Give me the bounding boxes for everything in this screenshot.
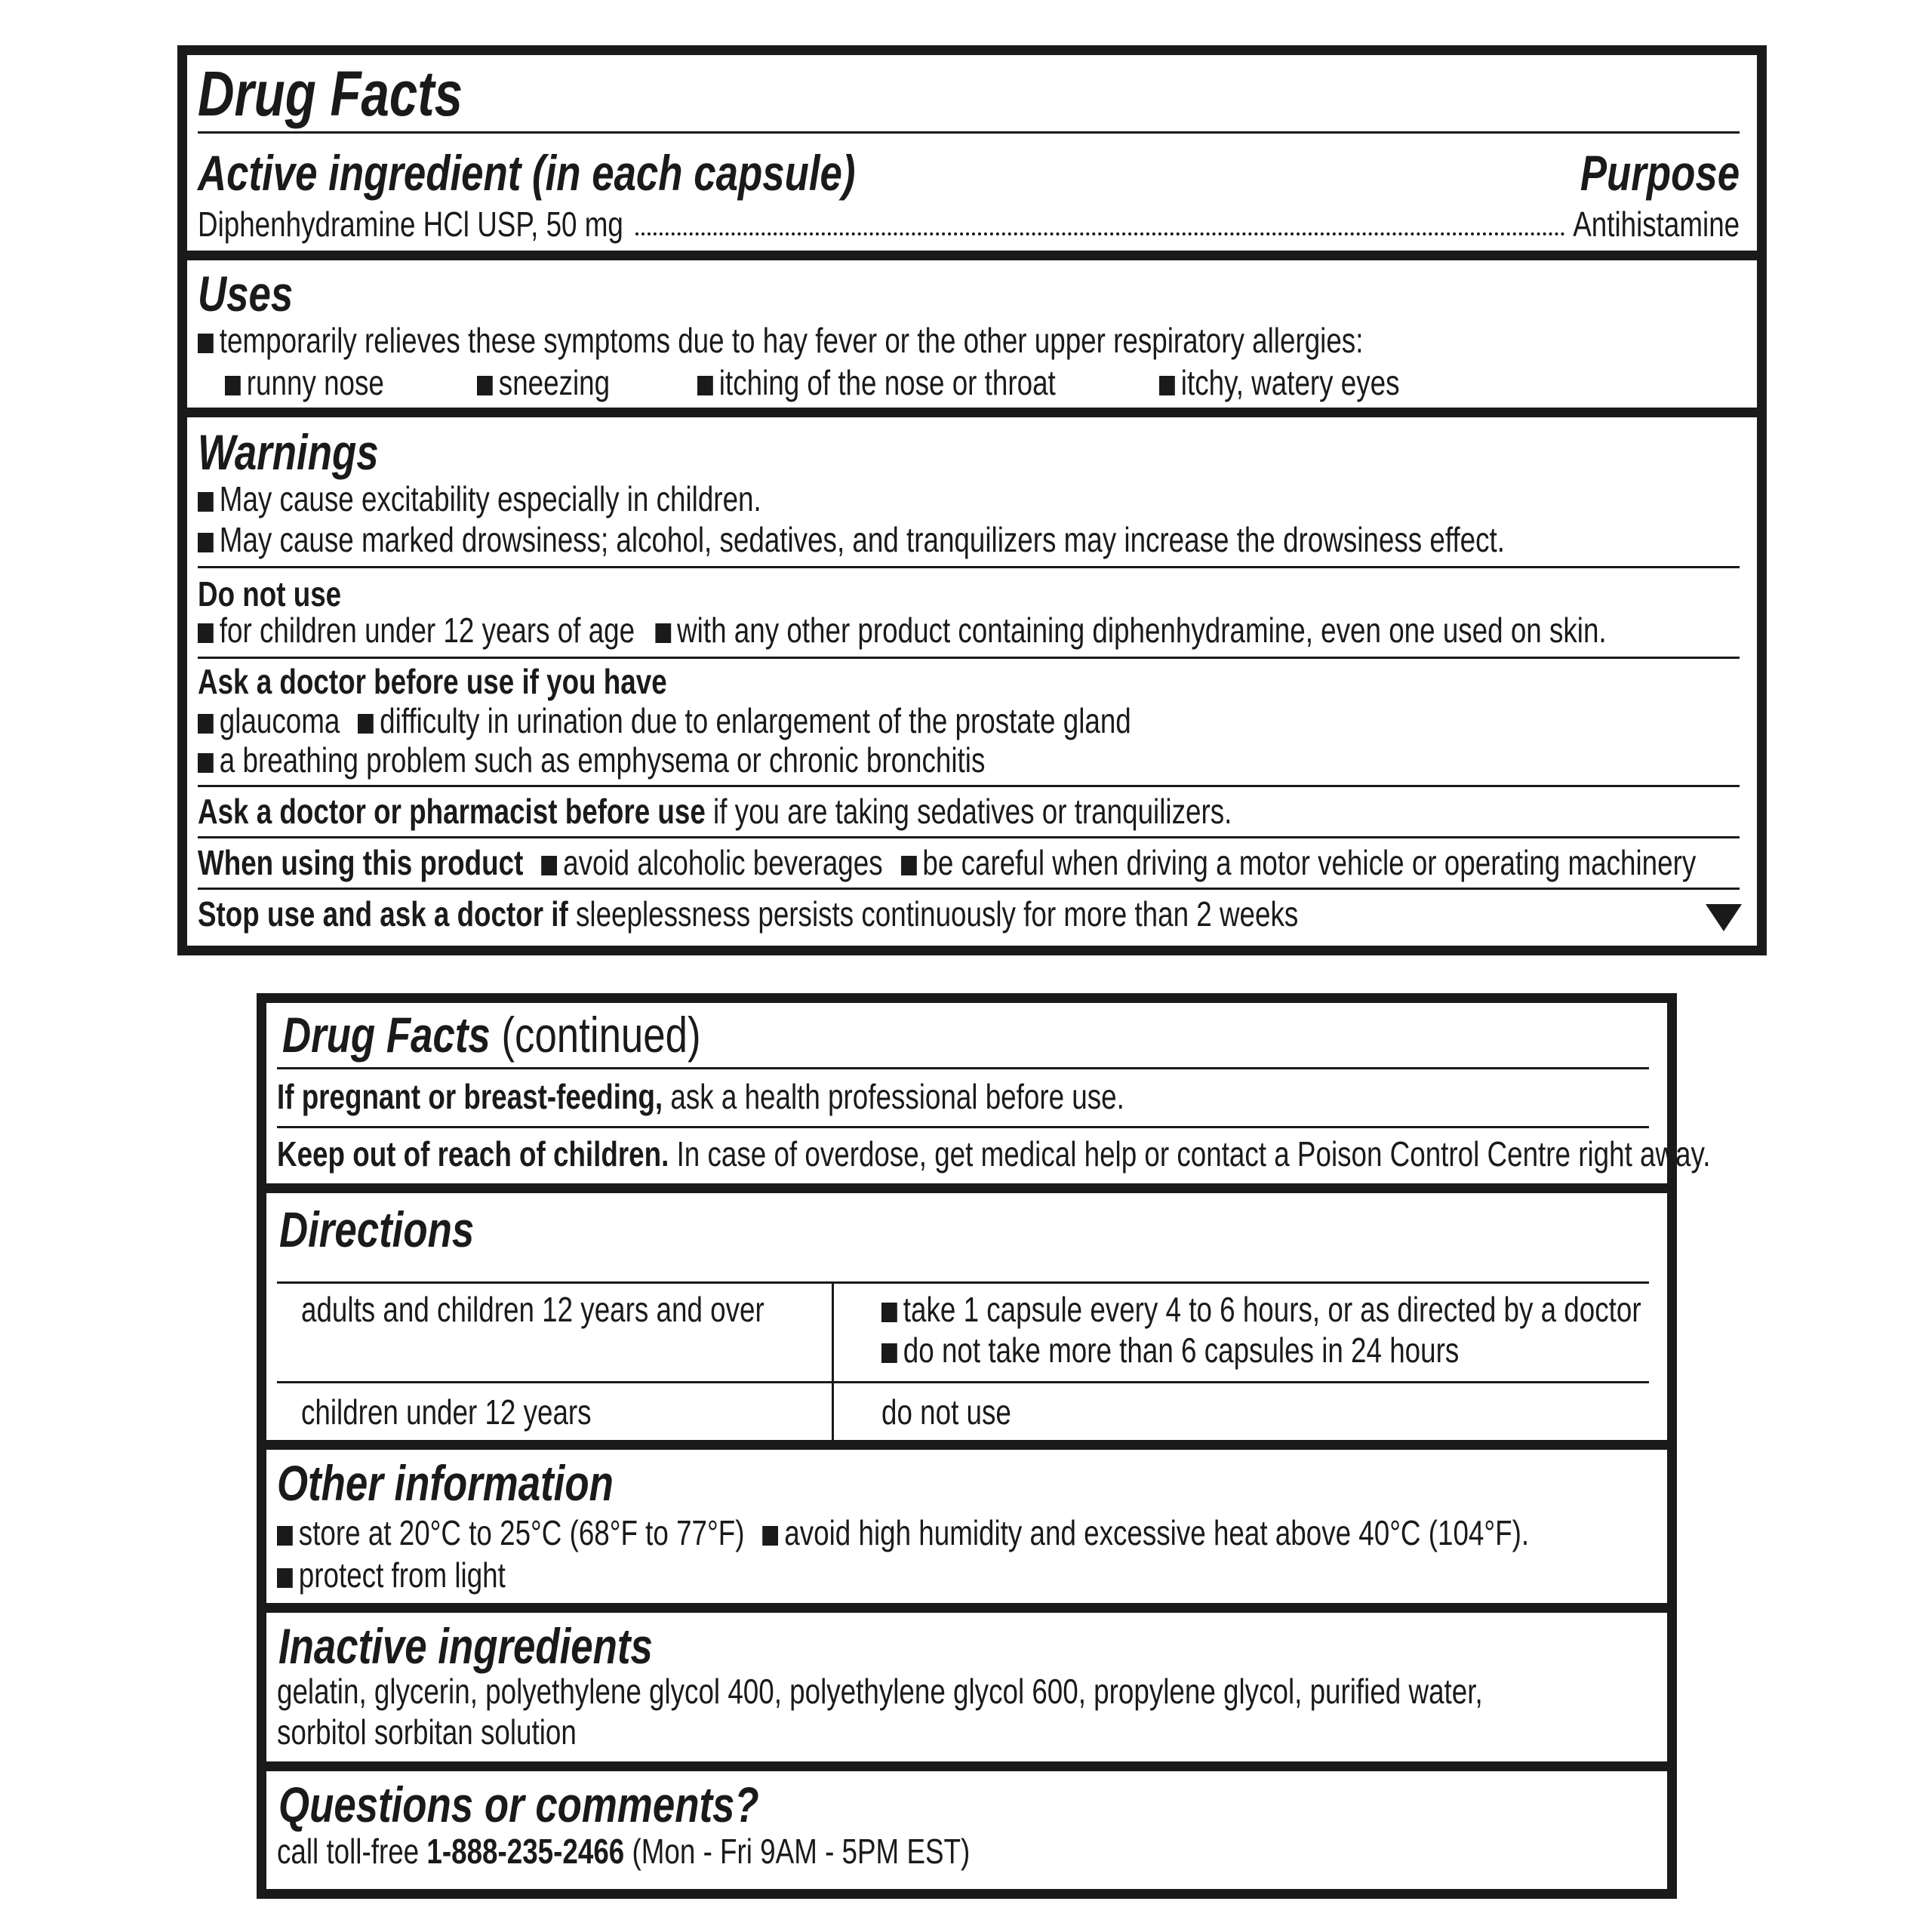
section-divider [177,408,1767,417]
ask-doctor-label: Ask a doctor before use if you have [198,662,667,701]
panel-title: Drug Facts [198,58,463,129]
directions-who: adults and children 12 years and over [301,1290,764,1329]
inactive-ingredients-list: sorbitol sorbitan solution [277,1712,577,1752]
stop-use: Stop use and ask a doctor if sleeplessness persists continuously for more than 2 weeks [198,894,1299,934]
bullet-icon [477,376,493,395]
symptom-item: runny nose [225,365,424,400]
bullet-icon [358,714,374,734]
section-divider [257,1603,1677,1613]
inactive-ingredients-list: gelatin, glycerin, polyethylene glycol 400, polyethylene glycol 600, propylene glycol, purified water, [277,1672,1483,1711]
other-information-item: protect from light [277,1558,563,1592]
bullet-icon [225,376,241,395]
continued-arrow-icon [1706,904,1742,931]
ask-pharmacist: Ask a doctor or pharmacist before use if you are taking sedatives or tranquilizers. [198,792,1232,831]
active-purpose: Antihistamine [1573,205,1740,244]
section-divider [257,1183,1677,1193]
uses-heading: Uses [198,266,294,321]
questions-heading: Questions or comments? [278,1777,759,1832]
bullet-icon [198,714,214,734]
do-not-use-items: for children under 12 years of age with any other product containing diphenhydramine, even one used on skin. [198,613,1932,648]
bullet-icon [198,623,214,643]
purpose-heading: Purpose [1580,145,1740,201]
inactive-ingredients-heading: Inactive ingredients [278,1618,653,1674]
active-ingredient-name: Diphenhydramine HCl USP, 50 mg [198,205,623,244]
active-ingredient-heading: Active ingredient (in each capsule) [198,145,856,201]
symptom-item: sneezing [477,365,643,400]
subsection-rule [198,785,1740,787]
other-information-heading: Other information [277,1455,614,1511]
bullet-icon [198,533,214,552]
questions-contact: call toll-free 1-888-235-2466 (Mon - Fri 9AM - 5PM EST) [277,1832,971,1871]
bullet-icon [655,623,671,643]
do-not-use-label: Do not use [198,574,342,614]
symptom-item: itchy, watery eyes [1159,365,1460,400]
bullet-icon [881,1303,897,1322]
bullet-icon [198,753,214,773]
directions-dose: do not take more than 6 capsules in 24 hours [881,1333,1604,1367]
bullet-icon [277,1568,293,1588]
symptom-item: itching of the nose or throat [697,365,1145,400]
ask-doctor-item: a breathing problem such as emphysema or chronic bronchitis [198,743,1182,777]
subsection-rule [198,657,1740,659]
subsection-rule [198,888,1740,890]
other-information-items: store at 20°C to 25°C (68°F to 77°F) avoid high humidity and excessive heat above 40°C (104°F). [277,1515,1842,1550]
when-using: When using this product avoid alcoholic beverages be careful when driving a motor vehicle or operating machinery [198,843,1697,882]
bullet-icon [541,856,557,875]
directions-heading: Directions [279,1201,475,1257]
bullet-icon [901,856,917,875]
continued-title: Drug Facts (continued) [282,1007,701,1063]
directions-table-row-rule [277,1381,1649,1383]
bullet-icon [1159,376,1175,395]
bullet-icon [697,376,713,395]
subsection-rule [277,1126,1649,1128]
bullet-icon [881,1343,897,1363]
warning-item: May cause marked drowsiness; alcohol, sedatives, and tranquilizers may increase the drowsiness effect. [198,522,1832,557]
bullet-icon [198,492,214,512]
title-rule [277,1067,1649,1069]
bullet-icon [198,334,214,353]
title-rule [198,131,1740,134]
subsection-rule [198,566,1740,568]
directions-dose: take 1 capsule every 4 to 6 hours, or as directed by a doctor [881,1292,1831,1327]
section-divider [257,1761,1677,1771]
bullet-icon [277,1526,293,1546]
directions-dose: do not use [881,1392,1011,1432]
pregnant-warning: If pregnant or breast-feeding, ask a health professional before use. [277,1077,1124,1116]
directions-who: children under 12 years [301,1392,592,1432]
directions-table-top [277,1281,1649,1284]
warning-item: May cause excitability especially in children. [198,481,902,516]
uses-intro: temporarily relieves these symptoms due to hay fever or the other upper respiratory allergies: [198,323,1655,358]
bullet-icon [762,1526,778,1546]
keep-out-warning: Keep out of reach of children. In case of overdose, get medical help or contact a Poison Control Centre right away. [277,1134,1711,1174]
section-divider [177,251,1767,260]
warnings-heading: Warnings [198,424,379,480]
subsection-rule [198,836,1740,838]
ask-doctor-items: glaucoma difficulty in urination due to enlargement of the prostate gland [198,703,1364,738]
section-divider [257,1440,1677,1450]
leader-dots [635,232,1565,235]
phone-number[interactable]: 1-888-235-2466 [426,1832,625,1871]
